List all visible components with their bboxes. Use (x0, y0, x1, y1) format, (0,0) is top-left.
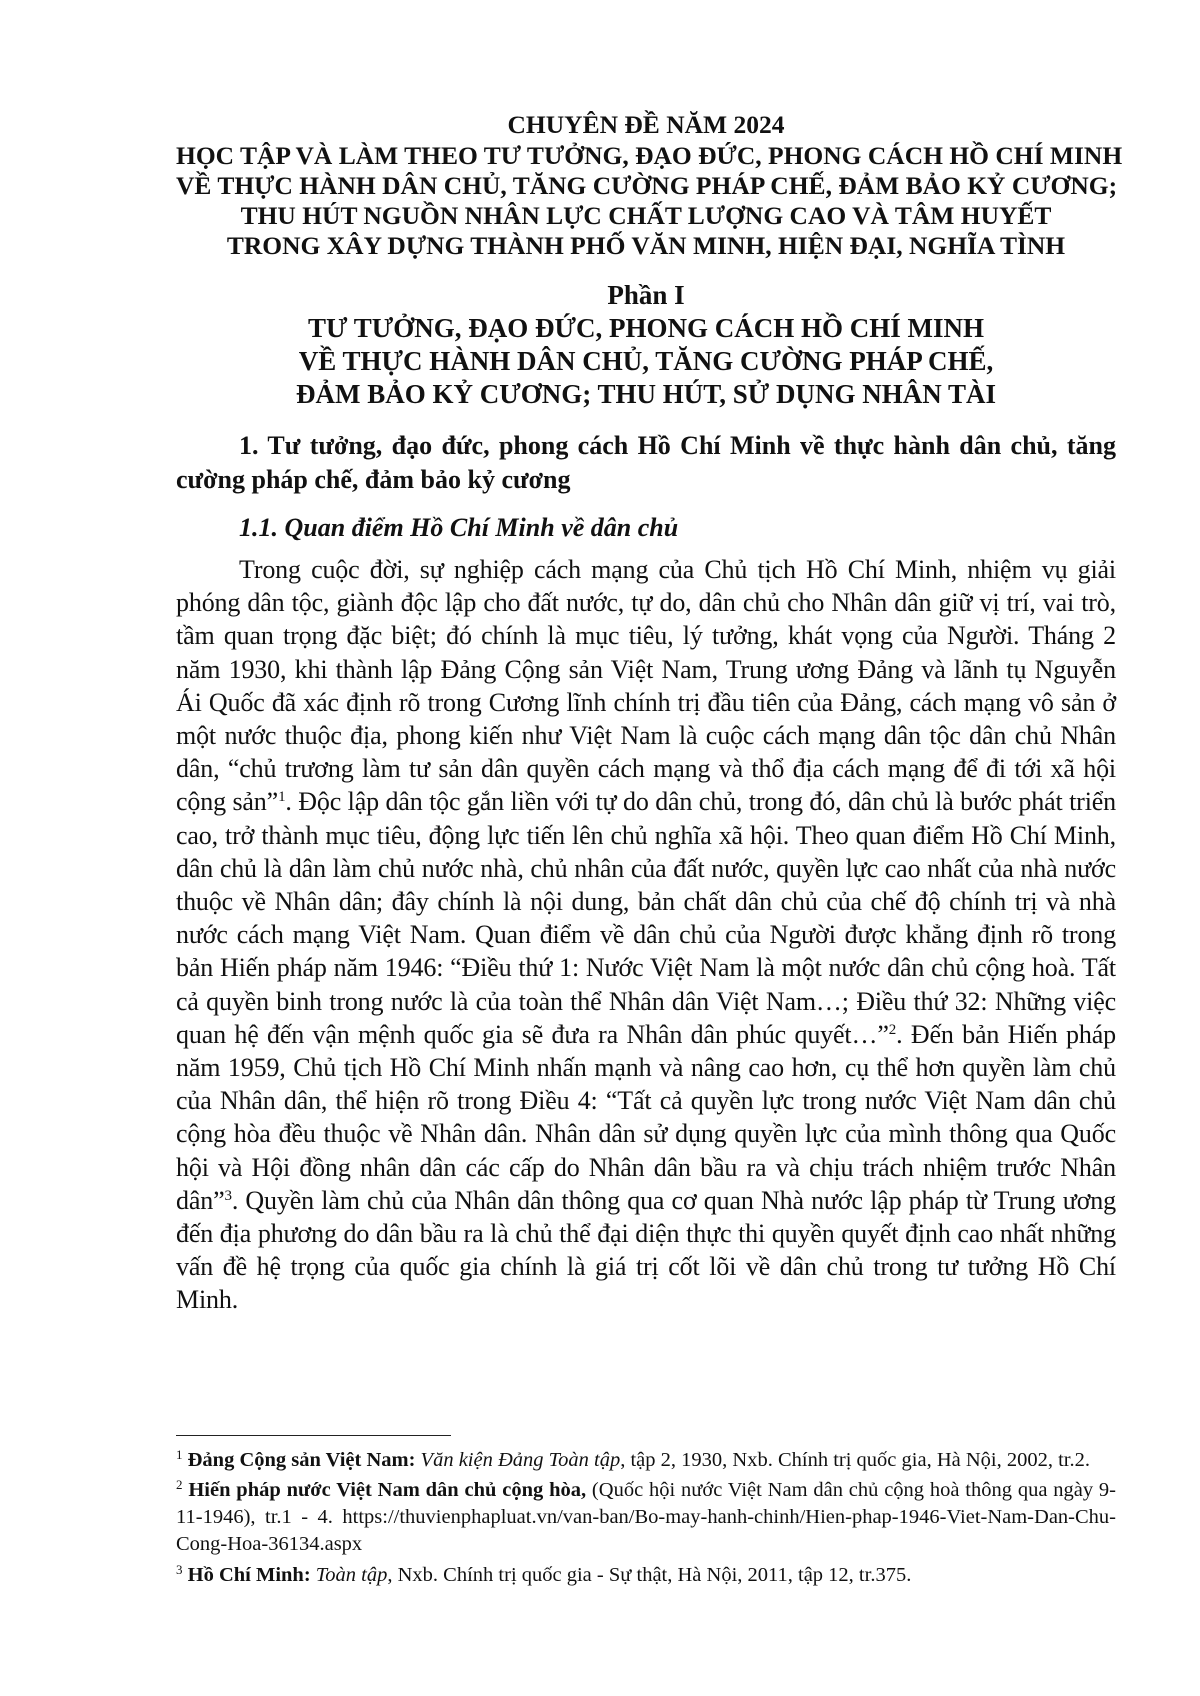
footnote-3-number: 3 (176, 1562, 183, 1577)
footnote-3-title: Toàn tập (315, 1564, 388, 1586)
document-page (176, 110, 1123, 1317)
footnote-1-author: Đảng Cộng sản Việt Nam: (187, 1449, 416, 1471)
doc-title-line-4: THU HÚT NGUỒN NHÂN LỰC CHẤT LƯỢNG CAO VÀ TÂM HUYẾT (240, 201, 1052, 230)
paragraph-text-b: . Độc lập dân tộc gắn liền với tự do dân chủ, trong đó, dân chủ là bước phát triển cao, trở thành mục tiêu, động lực tiến lên chủ nghĩa xã hội. Theo quan điểm Hồ Chí Minh, dân chủ là dân làm chủ nước nhà, chủ nhân của đất nước, quyền lực cao nhất của nhà nước thuộc về Nhân dân; đây chính là nội dung, bản chất dân chủ của chế độ chính trị và nhà nước cách mạng Việt Nam. Quan điểm về dân chủ của Người được khẳng định rõ trong bản Hiến pháp năm 1946: “Điều thứ 1: Nước Việt Nam là một nước dân chủ cộng hoà. Tất cả quyền binh trong nước là của toàn thể Nhân dân Việt Nam…; Điều thứ 32: Những việc quan hệ đến vận mệnh quốc gia sẽ đưa ra Nhân dân phúc quyết…” (176, 787, 1117, 1049)
footnote-2-rest[interactable]: (Quốc hội nước Việt Nam dân chủ cộng hoà thông qua ngày 9-11-1946), tr.1 - 4. https://thuvienphapluat.vn/van-ban/Bo-may-hanh-chinh/Hien-phap-1946-Viet-Nam-Dan-Chu-Cong-Hoa-36134.aspx (176, 1479, 1116, 1555)
footnote-3 (176, 1562, 1116, 1589)
part-title-line-1: TƯ TƯỞNG, ĐẠO ĐỨC, PHONG CÁCH HỒ CHÍ MINH (308, 313, 984, 343)
footnote-2 (176, 1477, 1116, 1558)
footnote-ref-3[interactable]: 3 (224, 1187, 232, 1204)
footnote-3-rest: , Nxb. Chính trị quốc gia - Sự thật, Hà Nội, 2011, tập 12, tr.375. (387, 1564, 912, 1586)
body-paragraph (176, 553, 1116, 1317)
doc-title-line-5: TRONG XÂY DỰNG THÀNH PHỐ VĂN MINH, HIỆN ĐẠI, NGHĨA TÌNH (226, 231, 1066, 260)
part-title-line-2: VỀ THỰC HÀNH DÂN CHỦ, TĂNG CƯỜNG PHÁP CHẾ, (298, 346, 994, 376)
subsection-heading: 1.1. Quan điểm Hồ Chí Minh về dân chủ (239, 513, 679, 542)
footnote-1-number: 1 (176, 1447, 183, 1462)
footnote-2-number: 2 (176, 1477, 183, 1492)
doc-title-line-2: HỌC TẬP VÀ LÀM THEO TƯ TƯỞNG, ĐẠO ĐỨC, PHONG CÁCH HỒ CHÍ MINH (176, 141, 1123, 170)
footnote-ref-2[interactable]: 2 (888, 1021, 897, 1038)
footnote-2-author: Hiến pháp nước Việt Nam dân chủ cộng hòa, (188, 1479, 587, 1501)
footnote-3-author: Hồ Chí Minh: (187, 1564, 311, 1586)
part-title-line-3: ĐẢM BẢO KỶ CƯƠNG; THU HÚT, SỬ DỤNG NHÂN TÀI (295, 379, 997, 409)
doc-title-line-1: CHUYÊN ĐỀ NĂM 2024 (507, 110, 785, 139)
paragraph-text-a: Trong cuộc đời, sự nghiệp cách mạng của Chủ tịch Hồ Chí Minh, nhiệm vụ giải phóng dân tộc, giành độc lập cho đất nước, tự do, dân chủ cho Nhân dân giữ vị trí, vai trò, tầm quan trọng đặc biệt; đó chính là mục tiêu, lý tưởng, khát vọng của Người. Tháng 2 năm 1930, khi thành lập Đảng Cộng sản Việt Nam, Trung ương Đảng và lãnh tụ Nguyễn Ái Quốc đã xác định rõ trong Cương lĩnh chính trị đầu tiên của Đảng, cách mạng vô sản ở một nước thuộc địa, phong kiến như Việt Nam là cuộc cách mạng dân tộc dân chủ Nhân dân, “chủ trương làm tư sản dân quyền cách mạng và thổ địa cách mạng để đi tới xã hội cộng sản” (176, 555, 1116, 817)
footnote-ref-1[interactable]: 1 (278, 789, 286, 806)
paragraph-text-d: . Quyền làm chủ của Nhân dân thông qua cơ quan Nhà nước lập pháp từ Trung ương đến địa phương do dân bầu ra là chủ thể đại diện thực thi quyền quyết định cao nhất những vấn đề hệ trọng của quốc gia chính là giá trị cốt lõi về dân chủ trong tư tưởng Hồ Chí Minh. (176, 1185, 1116, 1315)
paragraph-text-c: . Đến bản Hiến pháp năm 1959, Chủ tịch Hồ Chí Minh nhấn mạnh và nâng cao hơn, cụ thể hơn quyền làm chủ của Nhân dân, thể hiện rõ trong Điều 4: “Tất cả quyền lực trong nước Việt Nam dân chủ cộng hòa đều thuộc về Nhân dân. Nhân dân sử dụng quyền lực của mình thông qua Quốc hội và Hội đồng nhân dân các cấp do Nhân dân bầu ra và chịu trách nhiệm trước Nhân dân” (176, 1019, 1116, 1215)
footnote-1-title: Văn kiện Đảng Toàn tập (420, 1449, 621, 1471)
section-heading: 1. Tư tưởng, đạo đức, phong cách Hồ Chí Minh về thực hành dân chủ, tăng cường pháp chế, đảm bảo kỷ cương (176, 431, 1116, 494)
footnote-1 (176, 1447, 1116, 1474)
footnote-divider (176, 1435, 451, 1436)
part-label: Phần I (607, 280, 685, 310)
doc-title-line-3: VỀ THỰC HÀNH DÂN CHỦ, TĂNG CƯỜNG PHÁP CHẾ, ĐẢM BẢO KỶ CƯƠNG; (176, 171, 1118, 200)
footnote-1-rest: , tập 2, 1930, Nxb. Chính trị quốc gia, Hà Nội, 2002, tr.2. (620, 1449, 1090, 1471)
